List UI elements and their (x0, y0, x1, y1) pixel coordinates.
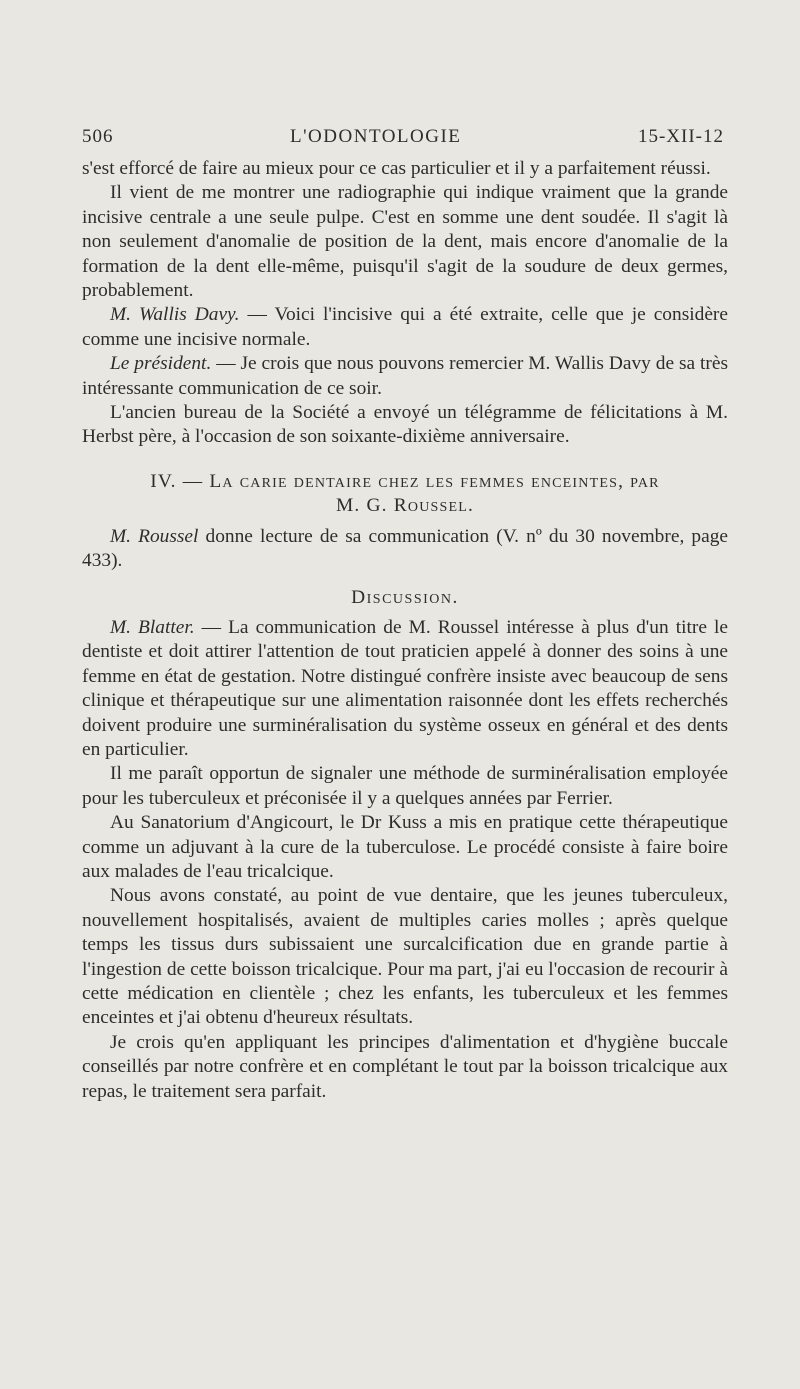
speaker-name: Le président. (110, 353, 212, 375)
journal-title: L'ODONTOLOGIE (290, 126, 462, 147)
speech-text: — Je crois que nous pouvons remercier M. Wallis Davy de sa très intéressante communication de ce soir. (82, 353, 728, 399)
section-heading-line1: IV. — La carie dentaire chez les femmes enceintes, par (150, 470, 660, 492)
speaker-name: M. Wallis Davy. (110, 304, 240, 326)
speech-text: donne lecture de sa communication (V. nº du 30 novembre, page 433). (82, 525, 728, 572)
paragraph-angicourt: Au Sanatorium d'Angicourt, le Dr Kuss a mis en pratique cette thérapeutique comme un adjuvant à la cure de la tuberculose. Le procédé consiste à faire boire aux malades de l'eau tricalcique. (82, 812, 728, 882)
speaker-name: M. Blatter. (110, 616, 195, 638)
paragraph-radiographie: Il vient de me montrer une radiographie qui indique vraiment que la grande incisive centrale a une seule pulpe. C'est en somme une dent soudée. Il s'agit là non seulement d'anomalie de position de la dent, mais encore d'anomalie de la formation de la dent elle-même, puisqu'il s'agit de la soudure de deux germes, probablement. (82, 182, 728, 302)
paragraph-president (82, 352, 728, 401)
running-header (82, 126, 724, 148)
issue-date: 15-XII-12 (637, 126, 724, 147)
paragraph-ferrier: Il me paraît opportun de signaler une méthode de surminéralisation employée pour les tuberculeux et préconisée il y a quelques années par Ferrier. (82, 763, 728, 809)
paragraph-telegramme: L'ancien bureau de la Société a envoyé un télégramme de félicitations à M. Herbst père, à l'occasion de son soixante-dixième anniversaire. (82, 402, 728, 448)
speaker-name: M. Roussel (110, 525, 199, 547)
speech-text: — La communication de M. Roussel intéresse à plus d'un titre le dentiste et doit attirer l'attention de tout praticien appelé à donner des soins à une femme en état de gestation. Notre distingué confrère insiste avec beaucoup de sens clinique et thérapeutique sur une alimentation raisonnée dont les effets recherchés doivent produire une surminéralisation du système osseux en général et des dents en particulier. (82, 616, 728, 760)
section-heading-line2: M. G. Roussel. (335, 495, 475, 517)
body-text (82, 157, 728, 1104)
paragraph-wallis-davy (82, 303, 728, 352)
paragraph-conclusion: Je crois qu'en appliquant les principes d'alimentation et d'hygiène buccale conseillés par notre confrère et en complétant le tout par la boisson tricalcique aux repas, le traitement sera parfait. (82, 1031, 728, 1102)
paragraph-roussel (82, 525, 728, 574)
speech-text: — Voici l'incisive qui a été extraite, celle que je considère comme une incisive normale. (82, 304, 728, 350)
paragraph-continuation: s'est efforcé de faire au mieux pour ce cas particulier et il y a parfaitement réussi. (82, 158, 711, 179)
section-heading (82, 470, 728, 519)
discussion-heading: Discussion. (351, 586, 459, 608)
paragraph-blatter (82, 616, 728, 762)
paragraph-constat: Nous avons constaté, au point de vue dentaire, que les jeunes tuberculeux, nouvellement hospitalisés, avaient de multiples caries molles ; après quelque temps les tissus durs subissaient une surcalcification due en grande partie à l'ingestion de cette boisson tricalcique. Pour ma part, j'ai eu l'occasion de recourir à cette médication en clientèle ; chez les enfants, les tuberculeux et les femmes enceintes et j'ai obtenu d'heureux résultats. (82, 885, 728, 1029)
page-number: 506 (82, 126, 114, 147)
